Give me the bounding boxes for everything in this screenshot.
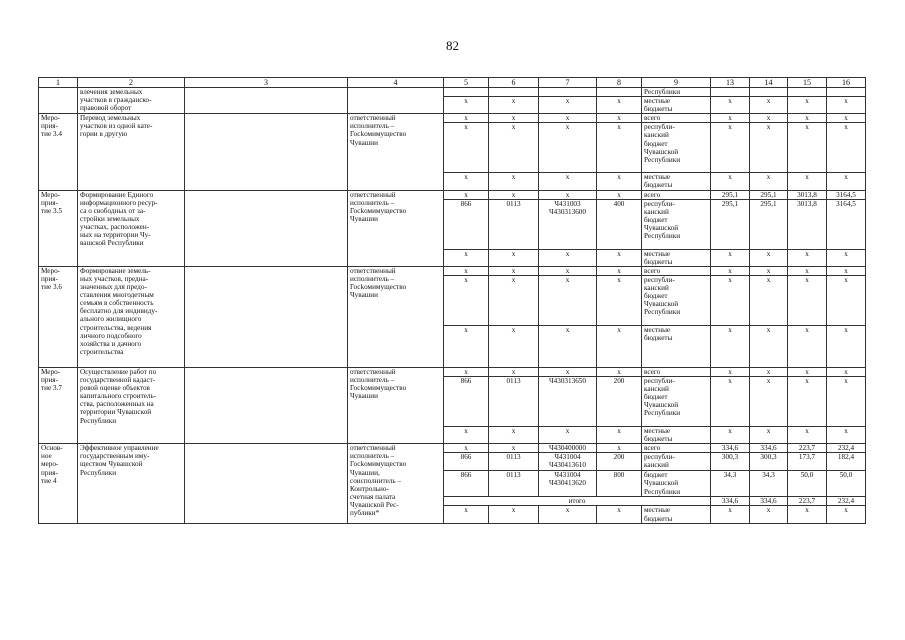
cell-grbs: x <box>444 97 489 114</box>
cell-csr: x <box>539 325 597 367</box>
cell-source: республи- канский <box>642 453 711 471</box>
table-row <box>39 444 866 453</box>
cell-amount: x <box>827 506 866 524</box>
cell-source: всего <box>642 114 711 123</box>
cell-responsible <box>348 88 444 114</box>
cell-amount: x <box>711 249 750 266</box>
cell-amount: x <box>788 123 827 173</box>
cell-csr: x <box>539 173 597 190</box>
cell-amount: 34,3 <box>711 471 750 497</box>
cell-grbs: x <box>444 114 489 123</box>
cell-amount: x <box>788 367 827 376</box>
column-header: 13 <box>711 78 750 88</box>
cell-vr: x <box>597 275 642 325</box>
total-amount: 334,6 <box>711 497 750 506</box>
cell-id: Меро- прия- тие 3.4 <box>39 114 78 190</box>
cell-source: всего <box>642 444 711 453</box>
cell-vr: x <box>597 367 642 376</box>
cell-grbs: x <box>444 173 489 190</box>
cell-amount: x <box>788 427 827 444</box>
table-row <box>39 190 866 199</box>
cell-rzpr: x <box>489 325 539 367</box>
cell-csr: Ч431003 Ч430313600 <box>539 199 597 249</box>
cell-amount: x <box>711 377 750 427</box>
cell-amount: x <box>750 325 788 367</box>
cell-grbs: x <box>444 427 489 444</box>
cell-source: республи- канский бюджет Чувашской Республики <box>642 199 711 249</box>
column-header: 2 <box>78 78 185 88</box>
page-number: 82 <box>446 38 459 53</box>
cell-vr: x <box>597 427 642 444</box>
cell-amount: 334,6 <box>711 444 750 453</box>
cell-amount: x <box>788 266 827 275</box>
cell-empty <box>827 88 866 97</box>
cell-rzpr: 0113 <box>489 453 539 471</box>
cell-vr: 200 <box>597 453 642 471</box>
cell-id: Меро- прия- тие 3.5 <box>39 190 78 266</box>
cell-grbs: x <box>444 367 489 376</box>
cell-csr: x <box>539 275 597 325</box>
column-header: 5 <box>444 78 489 88</box>
cell-amount: x <box>827 377 866 427</box>
cell-id: Основ- ное меро- прия- тие 4 <box>39 444 78 524</box>
cell-csr: x <box>539 266 597 275</box>
table-body <box>39 78 866 524</box>
cell-csr: Ч431004 Ч430413610 <box>539 453 597 471</box>
cell-amount: 3164,5 <box>827 199 866 249</box>
cell-responsible: ответственный исполнитель – Госkомимущество Чувашии <box>348 114 444 190</box>
cell-source: местные бюджеты <box>642 97 711 114</box>
cell-event-name: влечения земельных участков в гражданско- правовой оборот <box>78 88 185 114</box>
cell-amount: x <box>750 275 788 325</box>
cell-amount: 295,1 <box>711 190 750 199</box>
cell-amount: x <box>711 506 750 524</box>
cell-event-name: Формирование земель- ных участков, предна- значенных для предо- ставления многодетным семьям в собственность бесплатно для индивиду- ального жилищного строительства, ведения личного подсобного хозяйства и дачного строительства <box>78 266 185 367</box>
cell-vr: x <box>597 325 642 367</box>
cell-empty <box>444 88 489 97</box>
column-header: 15 <box>788 78 827 88</box>
column-header: 6 <box>489 78 539 88</box>
cell-id: Меро- прия- тие 3.6 <box>39 266 78 367</box>
cell-amount: x <box>827 427 866 444</box>
cell-amount: 50,0 <box>827 471 866 497</box>
cell-id: Меро- прия- тие 3.7 <box>39 367 78 443</box>
column-header: 3 <box>185 78 348 88</box>
cell-id <box>39 88 78 114</box>
cell-csr: Ч430400000 <box>539 444 597 453</box>
cell-rzpr: 0113 <box>489 199 539 249</box>
cell-grbs: x <box>444 444 489 453</box>
cell-col3 <box>185 88 348 114</box>
cell-csr: x <box>539 190 597 199</box>
cell-rzpr: x <box>489 367 539 376</box>
cell-grbs: 866 <box>444 199 489 249</box>
cell-amount: x <box>827 114 866 123</box>
budget-table <box>38 77 866 524</box>
cell-amount: x <box>788 275 827 325</box>
cell-grbs: x <box>444 190 489 199</box>
cell-col3 <box>185 114 348 190</box>
cell-source: всего <box>642 266 711 275</box>
cell-amount: 334,6 <box>750 444 788 453</box>
cell-amount: 300,3 <box>711 453 750 471</box>
cell-rzpr: 0113 <box>489 471 539 497</box>
cell-amount: 173,7 <box>788 453 827 471</box>
cell-grbs: x <box>444 123 489 173</box>
cell-csr: Ч430313650 <box>539 377 597 427</box>
cell-csr: x <box>539 97 597 114</box>
cell-amount: x <box>711 266 750 275</box>
cell-amount: x <box>788 173 827 190</box>
cell-amount: x <box>788 506 827 524</box>
cell-empty <box>788 88 827 97</box>
cell-csr: Ч431004 Ч430413620 <box>539 471 597 497</box>
cell-vr: 400 <box>597 199 642 249</box>
cell-source: местные бюджеты <box>642 173 711 190</box>
cell-responsible: ответственный исполнитель – Госkомимущество Чувашии <box>348 266 444 367</box>
cell-amount: x <box>788 249 827 266</box>
cell-vr: x <box>597 444 642 453</box>
cell-amount: x <box>711 123 750 173</box>
cell-amount: x <box>711 114 750 123</box>
column-header: 4 <box>348 78 444 88</box>
cell-source: республи- канский бюджет Чувашской Республики <box>642 275 711 325</box>
cell-vr: x <box>597 97 642 114</box>
total-label: итого <box>444 497 711 506</box>
cell-col3 <box>185 190 348 266</box>
cell-amount: x <box>750 249 788 266</box>
cell-amount: x <box>750 173 788 190</box>
cell-csr: x <box>539 367 597 376</box>
cell-amount: 182,4 <box>827 453 866 471</box>
table-row <box>39 266 866 275</box>
cell-source: местные бюджеты <box>642 249 711 266</box>
cell-amount: x <box>750 114 788 123</box>
cell-amount: x <box>711 173 750 190</box>
cell-amount: x <box>788 325 827 367</box>
cell-empty <box>597 88 642 97</box>
cell-amount: x <box>711 275 750 325</box>
cell-rzpr: x <box>489 444 539 453</box>
cell-amount: x <box>750 123 788 173</box>
cell-vr: x <box>597 266 642 275</box>
cell-source: республи- канский бюджет Чувашской Республики <box>642 377 711 427</box>
cell-csr: x <box>539 249 597 266</box>
cell-amount: 300,3 <box>750 453 788 471</box>
cell-col3 <box>185 367 348 443</box>
cell-vr: x <box>597 190 642 199</box>
cell-col3 <box>185 444 348 524</box>
cell-empty <box>750 88 788 97</box>
cell-source: местные бюджеты <box>642 427 711 444</box>
cell-col3 <box>185 266 348 367</box>
table-row <box>39 367 866 376</box>
cell-grbs: 866 <box>444 453 489 471</box>
column-header: 8 <box>597 78 642 88</box>
column-header: 16 <box>827 78 866 88</box>
cell-amount: x <box>827 275 866 325</box>
cell-amount: x <box>750 427 788 444</box>
cell-source: республи- канский бюджет Чувашской Республики <box>642 123 711 173</box>
cell-vr: x <box>597 123 642 173</box>
cell-vr: x <box>597 173 642 190</box>
cell-amount: x <box>711 97 750 114</box>
cell-rzpr: x <box>489 114 539 123</box>
cell-vr: x <box>597 506 642 524</box>
cell-amount: x <box>750 367 788 376</box>
cell-vr: x <box>597 114 642 123</box>
total-amount: 232,4 <box>827 497 866 506</box>
cell-amount: 50,0 <box>788 471 827 497</box>
cell-rzpr: x <box>489 506 539 524</box>
cell-amount: x <box>750 377 788 427</box>
cell-responsible: ответственный исполнитель – Госkомимущество Чувашии <box>348 367 444 443</box>
cell-grbs: 866 <box>444 471 489 497</box>
cell-rzpr: x <box>489 173 539 190</box>
cell-rzpr: 0113 <box>489 377 539 427</box>
cell-responsible: ответственный исполнитель – Госkомимущество Чувашии <box>348 190 444 266</box>
cell-source: Республики <box>642 88 711 97</box>
cell-amount: x <box>788 114 827 123</box>
cell-amount: x <box>827 266 866 275</box>
cell-amount: 232,4 <box>827 444 866 453</box>
cell-grbs: x <box>444 325 489 367</box>
cell-amount: 223,7 <box>788 444 827 453</box>
cell-source: бюджет Чувашской Республики <box>642 471 711 497</box>
cell-amount: 295,1 <box>750 190 788 199</box>
column-header: 7 <box>539 78 597 88</box>
table-row <box>39 114 866 123</box>
cell-amount: 3013,8 <box>788 190 827 199</box>
cell-grbs: x <box>444 275 489 325</box>
cell-amount: x <box>827 249 866 266</box>
cell-source: всего <box>642 367 711 376</box>
cell-amount: x <box>750 97 788 114</box>
cell-vr: 800 <box>597 471 642 497</box>
column-header: 1 <box>39 78 78 88</box>
cell-amount: 295,1 <box>711 199 750 249</box>
total-amount: 334,6 <box>750 497 788 506</box>
cell-source: местные бюджеты <box>642 506 711 524</box>
cell-rzpr: x <box>489 249 539 266</box>
total-amount: 223,7 <box>788 497 827 506</box>
cell-event-name: Осуществление работ по государственной кадаст- ровой оценке объектов капитального строитель- ства, расположенных на территории Чувашской Республики <box>78 367 185 443</box>
cell-amount: 34,3 <box>750 471 788 497</box>
cell-rzpr: x <box>489 427 539 444</box>
cell-rzpr: x <box>489 266 539 275</box>
cell-csr: x <box>539 427 597 444</box>
cell-amount: 3013,8 <box>788 199 827 249</box>
cell-source: местные бюджеты <box>642 325 711 367</box>
cell-amount: x <box>827 97 866 114</box>
cell-grbs: x <box>444 506 489 524</box>
cell-empty <box>539 88 597 97</box>
cell-grbs: x <box>444 266 489 275</box>
column-header: 14 <box>750 78 788 88</box>
cell-amount: x <box>827 325 866 367</box>
cell-vr: 200 <box>597 377 642 427</box>
cell-csr: x <box>539 506 597 524</box>
cell-empty <box>711 88 750 97</box>
cell-amount: x <box>827 367 866 376</box>
cell-amount: x <box>788 97 827 114</box>
cell-event-name: Перевод земельных участков из одной кате- гории в другую <box>78 114 185 190</box>
cell-csr: x <box>539 123 597 173</box>
cell-amount: x <box>711 325 750 367</box>
cell-csr: x <box>539 114 597 123</box>
header-row <box>39 78 866 88</box>
cell-responsible: ответственный исполнитель – Госkомимущество Чувашии, соисполнитель – Контрольно- счетная палата Чувашской Рес- публики* <box>348 444 444 524</box>
cell-amount: x <box>827 123 866 173</box>
cell-grbs: x <box>444 249 489 266</box>
cell-event-name: Формирование Единого информационного ресур- са о свободных от за- стройки земельных участках, расположен- ных на территории Чу- вашской Республики <box>78 190 185 266</box>
cell-amount: x <box>827 173 866 190</box>
cell-amount: 295,1 <box>750 199 788 249</box>
cell-amount: x <box>711 367 750 376</box>
table-row <box>39 88 866 97</box>
cell-rzpr: x <box>489 97 539 114</box>
cell-amount: x <box>711 427 750 444</box>
cell-grbs: 866 <box>444 377 489 427</box>
cell-source: всего <box>642 190 711 199</box>
cell-event-name: Эффективное управление государственным иму- ществом Чувашской Республики <box>78 444 185 524</box>
column-header: 9 <box>642 78 711 88</box>
cell-vr: x <box>597 249 642 266</box>
cell-rzpr: x <box>489 190 539 199</box>
cell-amount: x <box>750 266 788 275</box>
cell-amount: 3164,5 <box>827 190 866 199</box>
cell-amount: x <box>788 377 827 427</box>
cell-rzpr: x <box>489 275 539 325</box>
cell-empty <box>489 88 539 97</box>
cell-rzpr: x <box>489 123 539 173</box>
cell-amount: x <box>750 506 788 524</box>
